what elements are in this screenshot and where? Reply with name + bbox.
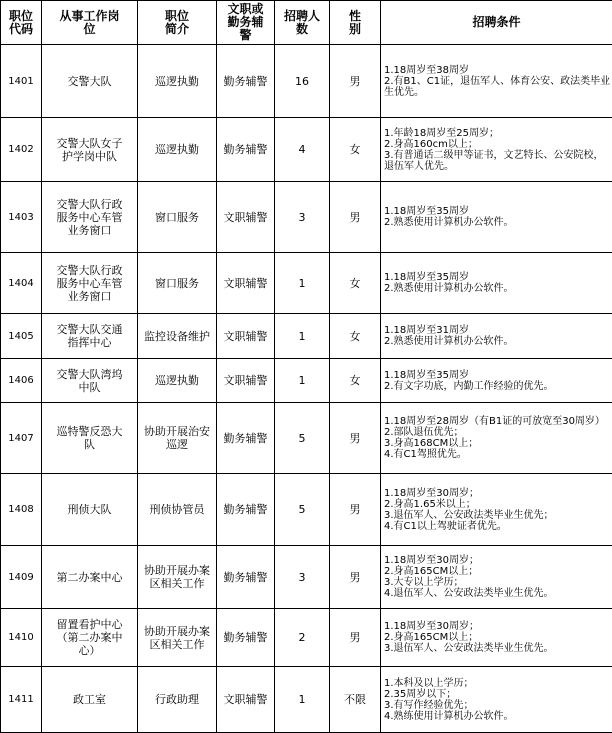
job-code: 1402 <box>1 118 42 182</box>
job-type: 勤务辅警 <box>217 403 275 474</box>
job-conditions <box>381 45 612 118</box>
condition-line: 1.18周岁至30周岁； <box>384 555 612 566</box>
condition-line: 1.18周岁至31周岁 <box>384 325 612 336</box>
job-code: 1403 <box>1 182 42 253</box>
job-post: 交警大队交通 指挥中心 <box>42 314 138 359</box>
job-conditions <box>381 474 612 546</box>
job-type: 勤务辅警 <box>217 45 275 118</box>
job-count: 1 <box>275 253 330 314</box>
job-post: 第二办案中心 <box>42 546 138 609</box>
job-intro: 监控设备维护 <box>138 314 217 359</box>
job-intro: 窗口服务 <box>138 182 217 253</box>
job-intro: 协助开展办案 区相关工作 <box>138 546 217 609</box>
condition-line: 2.身高160cm以上； <box>384 139 612 150</box>
job-intro: 巡逻执勤 <box>138 118 217 182</box>
condition-line: 2.35周岁以下； <box>384 689 612 700</box>
header-type: 文职或 勤务辅 警 <box>217 1 275 45</box>
condition-line: 3.退伍军人、公安政法类毕业生优先； <box>384 510 612 521</box>
header-intro: 职位 简介 <box>138 1 217 45</box>
job-count: 4 <box>275 118 330 182</box>
job-gender: 男 <box>330 182 381 253</box>
job-post: 巡特警反恐大 队 <box>42 403 138 474</box>
job-intro: 巡逻执勤 <box>138 359 217 403</box>
job-count: 2 <box>275 609 330 667</box>
job-post: 留置看护中心 （第二办案中 心） <box>42 609 138 667</box>
job-code: 1406 <box>1 359 42 403</box>
job-code: 1405 <box>1 314 42 359</box>
job-intro: 刑侦协管员 <box>138 474 217 546</box>
job-gender: 不限 <box>330 667 381 733</box>
job-type: 勤务辅警 <box>217 118 275 182</box>
condition-line: 3.有普通话二级甲等证书，文艺特长、公安院校，退伍军人优先。 <box>384 150 612 172</box>
condition-line: 3.大专以上学历； <box>384 577 612 588</box>
job-type: 文职辅警 <box>217 253 275 314</box>
header-gender: 性 别 <box>330 1 381 45</box>
job-post: 政工室 <box>42 667 138 733</box>
condition-line: 4.熟练使用计算机办公软件。 <box>384 711 612 722</box>
job-gender: 女 <box>330 359 381 403</box>
job-code: 1408 <box>1 474 42 546</box>
job-type: 文职辅警 <box>217 667 275 733</box>
condition-line: 1.本科及以上学历； <box>384 678 612 689</box>
condition-line: 2.身高165CM以上； <box>384 632 612 643</box>
job-count: 5 <box>275 474 330 546</box>
header-row <box>1 1 612 45</box>
job-post: 交警大队行政 服务中心车管 业务窗口 <box>42 182 138 253</box>
header-conditions: 招聘条件 <box>381 1 612 45</box>
table-row <box>1 314 612 359</box>
job-gender: 女 <box>330 314 381 359</box>
condition-line: 1.18周岁至35周岁 <box>384 272 612 283</box>
condition-line: 2.熟悉使用计算机办公软件。 <box>384 336 612 347</box>
condition-line: 4.有C1以上驾驶证者优先。 <box>384 521 612 532</box>
job-post: 交警大队女子 护学岗中队 <box>42 118 138 182</box>
job-gender: 女 <box>330 253 381 314</box>
condition-line: 1.18周岁至35周岁 <box>384 206 612 217</box>
table-row <box>1 45 612 118</box>
job-intro: 行政助理 <box>138 667 217 733</box>
condition-line: 1.18周岁至38周岁 <box>384 65 612 76</box>
job-post: 刑侦大队 <box>42 474 138 546</box>
condition-line: 2.身高1.65米以上； <box>384 499 612 510</box>
job-code: 1409 <box>1 546 42 609</box>
header-post: 从事工作岗 位 <box>42 1 138 45</box>
header-code: 职位 代码 <box>1 1 42 45</box>
job-count: 1 <box>275 667 330 733</box>
job-count: 16 <box>275 45 330 118</box>
job-gender: 男 <box>330 609 381 667</box>
job-gender: 男 <box>330 546 381 609</box>
job-intro: 协助开展办案 区相关工作 <box>138 609 217 667</box>
job-conditions <box>381 314 612 359</box>
condition-line: 4.有C1驾照优先。 <box>384 449 612 460</box>
job-post: 交警大队 <box>42 45 138 118</box>
job-type: 勤务辅警 <box>217 546 275 609</box>
table-row <box>1 474 612 546</box>
job-code: 1411 <box>1 667 42 733</box>
job-gender: 男 <box>330 474 381 546</box>
condition-line: 3.身高168CM以上； <box>384 438 612 449</box>
job-post: 交警大队行政 服务中心车管 业务窗口 <box>42 253 138 314</box>
condition-line: 2.熟悉使用计算机办公软件。 <box>384 283 612 294</box>
condition-line: 3.有写作经验优先； <box>384 700 612 711</box>
job-conditions <box>381 118 612 182</box>
condition-line: 2.有B1、C1证，退伍军人、体育公安、政法类毕业生优先。 <box>384 76 612 98</box>
job-code: 1401 <box>1 45 42 118</box>
table-row <box>1 609 612 667</box>
header-count: 招聘人 数 <box>275 1 330 45</box>
job-count: 3 <box>275 182 330 253</box>
job-count: 1 <box>275 314 330 359</box>
job-code: 1410 <box>1 609 42 667</box>
condition-line: 2.熟悉使用计算机办公软件。 <box>384 217 612 228</box>
job-count: 3 <box>275 546 330 609</box>
table-row <box>1 118 612 182</box>
condition-line: 2.身高165CM以上； <box>384 566 612 577</box>
condition-line: 1.18周岁至30周岁； <box>384 488 612 499</box>
job-type: 勤务辅警 <box>217 609 275 667</box>
condition-line: 1.18周岁至35周岁 <box>384 370 612 381</box>
job-intro: 窗口服务 <box>138 253 217 314</box>
job-type: 勤务辅警 <box>217 474 275 546</box>
condition-line: 1.年龄18周岁至25周岁； <box>384 128 612 139</box>
condition-line: 3.退伍军人、公安政法类毕业生优先。 <box>384 643 612 654</box>
condition-line: 1.18周岁至30周岁； <box>384 621 612 632</box>
job-gender: 男 <box>330 45 381 118</box>
job-intro: 巡逻执勤 <box>138 45 217 118</box>
job-count: 5 <box>275 403 330 474</box>
job-gender: 男 <box>330 403 381 474</box>
job-conditions <box>381 253 612 314</box>
job-count: 1 <box>275 359 330 403</box>
job-conditions <box>381 359 612 403</box>
job-code: 1404 <box>1 253 42 314</box>
job-gender: 女 <box>330 118 381 182</box>
condition-line: 4.退伍军人、公安政法类毕业生优先。 <box>384 588 612 599</box>
condition-line: 2.有文字功底，内勤工作经验的优先。 <box>384 381 612 392</box>
condition-line: 2.部队退伍优先； <box>384 427 612 438</box>
job-intro: 协助开展治安 巡逻 <box>138 403 217 474</box>
condition-line: 1.18周岁至28周岁（有B1证的可放宽至30周岁） <box>384 416 612 427</box>
job-conditions <box>381 182 612 253</box>
job-type: 文职辅警 <box>217 314 275 359</box>
job-conditions <box>381 546 612 609</box>
table-row <box>1 667 612 733</box>
table-row <box>1 253 612 314</box>
table-row <box>1 403 612 474</box>
job-conditions <box>381 609 612 667</box>
job-code: 1407 <box>1 403 42 474</box>
table-row <box>1 359 612 403</box>
job-conditions <box>381 667 612 733</box>
table-row <box>1 546 612 609</box>
job-post: 交警大队湾坞 中队 <box>42 359 138 403</box>
job-conditions <box>381 403 612 474</box>
job-type: 文职辅警 <box>217 182 275 253</box>
job-type: 文职辅警 <box>217 359 275 403</box>
table-row <box>1 182 612 253</box>
